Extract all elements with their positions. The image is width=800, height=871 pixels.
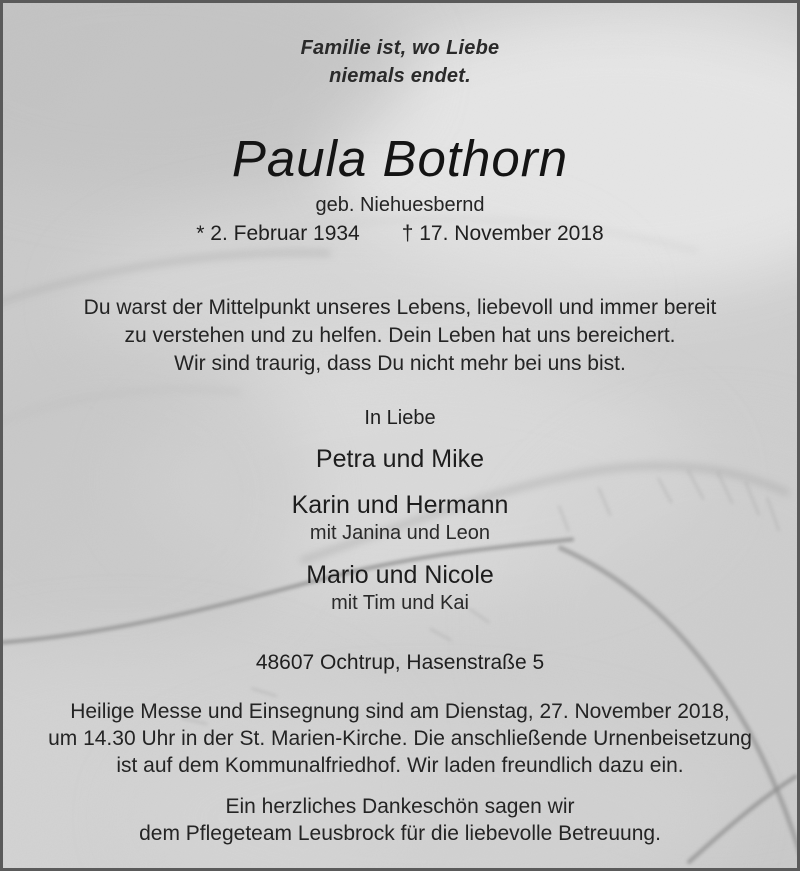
birth-date: * 2. Februar 1934 xyxy=(196,222,360,245)
tribute-line-1: Du warst der Mittelpunkt unseres Lebens, liebevoll und immer bereit xyxy=(83,296,717,319)
deceased-name: Paula Bothorn xyxy=(231,130,569,187)
service-line-3: ist auf dem Kommunalfriedhof. Wir laden freundlich dazu ein. xyxy=(116,754,684,777)
epigraph xyxy=(301,34,500,90)
mourner-group-3 xyxy=(306,560,494,616)
epigraph-line-2: niemals endet. xyxy=(329,65,471,87)
mourner-names: Mario und Nicole xyxy=(306,561,494,589)
mourner-names: Petra und Mike xyxy=(315,445,485,473)
tribute-line-3: Wir sind traurig, dass Du nicht mehr bei uns bist. xyxy=(174,352,626,375)
tribute-line-2: zu verstehen und zu helfen. Dein Leben hat uns bereichert. xyxy=(124,324,676,347)
tribute-text xyxy=(84,294,717,378)
service-line-2: um 14.30 Uhr in der St. Marien-Kirche. Die anschließende Urnenbeisetzung xyxy=(48,727,752,750)
service-line-1: Heilige Messe und Einsegnung sind am Dienstag, 27. November 2018, xyxy=(70,700,730,723)
in-love-label: In Liebe xyxy=(364,407,436,429)
mourner-children: mit Janina und Leon xyxy=(309,522,491,544)
mourner-names: Karin und Hermann xyxy=(291,491,509,519)
epigraph-line-1: Familie ist, wo Liebe xyxy=(300,37,500,59)
thanks-line-2: dem Pflegeteam Leusbrock für die liebevolle Betreuung. xyxy=(139,822,661,845)
funeral-service-info xyxy=(48,698,752,779)
death-date: † 17. November 2018 xyxy=(401,222,604,245)
acknowledgement xyxy=(139,793,661,847)
life-dates xyxy=(196,221,603,247)
maiden-name: geb. Niehuesbernd xyxy=(315,194,485,216)
mourner-group-2 xyxy=(292,490,509,546)
mourner-children: mit Tim und Kai xyxy=(331,592,469,614)
thanks-line-1: Ein herzliches Dankeschön sagen wir xyxy=(225,795,575,818)
notice-content xyxy=(3,3,797,868)
mourner-group-1 xyxy=(316,444,484,474)
family-address: 48607 Ochtrup, Hasenstraße 5 xyxy=(255,651,545,674)
